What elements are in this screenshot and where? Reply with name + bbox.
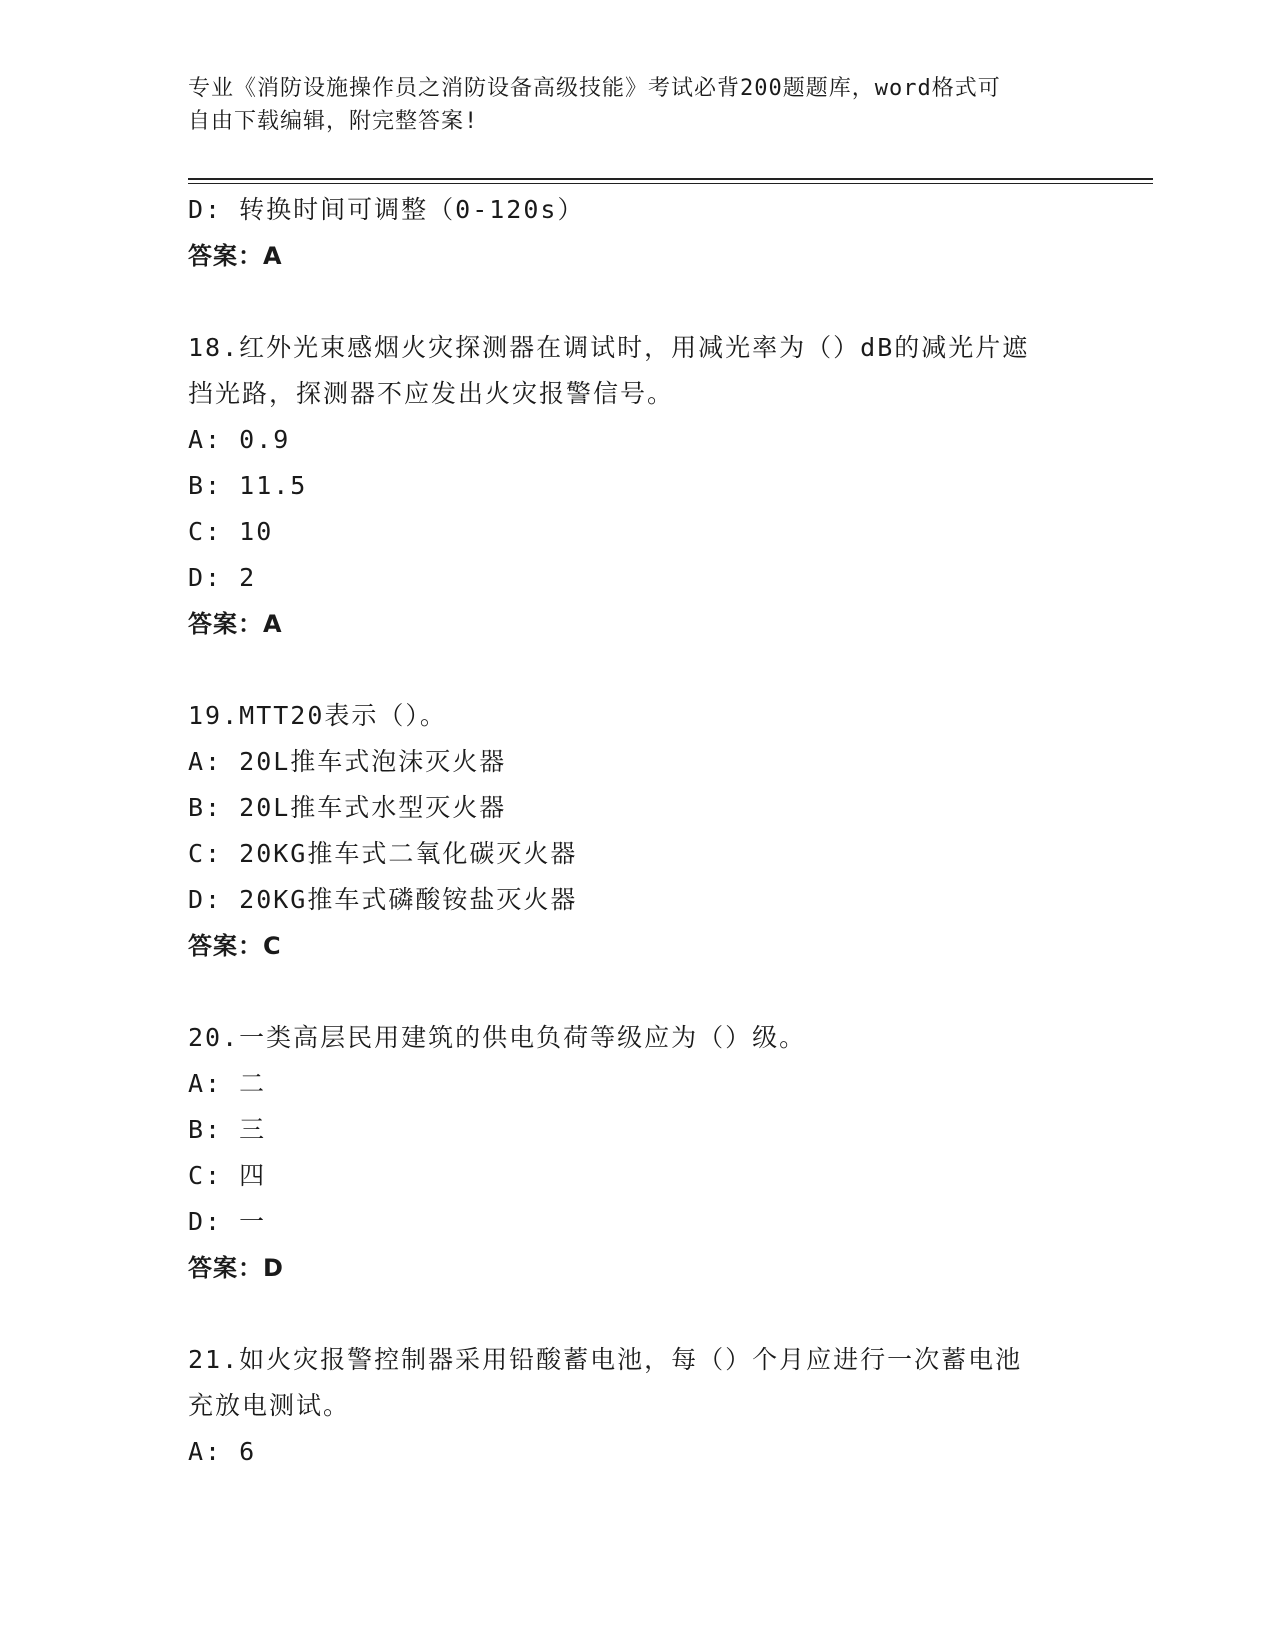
question-19 — [188, 693, 1088, 969]
option-a: A: 二 — [188, 1069, 267, 1098]
option-d: D: 2 — [188, 563, 257, 592]
option-a: A: 0.9 — [188, 425, 291, 454]
header-divider — [188, 178, 1153, 180]
option-b: B: 11.5 — [188, 471, 308, 500]
question-20 — [188, 1015, 1088, 1291]
question-21 — [188, 1337, 1088, 1475]
question-text-line: 20.一类高层民用建筑的供电负荷等级应为（）级。 — [188, 1023, 807, 1052]
question-text-line: 挡光路，探测器不应发出火灾报警信号。 — [188, 379, 675, 408]
option-c: C: 四 — [188, 1161, 267, 1190]
option-b: B: 20L推车式水型灭火器 — [188, 793, 507, 822]
document-body — [188, 187, 1088, 1475]
option-b: B: 三 — [188, 1115, 267, 1144]
option-a: A: 6 — [188, 1437, 257, 1466]
option-c: C: 10 — [188, 517, 274, 546]
question-text-line: 21.如火灾报警控制器采用铅酸蓄电池，每（）个月应进行一次蓄电池 — [188, 1345, 1023, 1374]
header-line-1: 专业《消防设施操作员之消防设备高级技能》考试必背200题题库，word格式可 — [188, 76, 1001, 101]
question-text-line: 19.MTT20表示（）。 — [188, 701, 447, 730]
header-divider-thin — [188, 183, 1153, 184]
answer: 答案：A — [188, 242, 283, 270]
option-a: A: 20L推车式泡沫灭火器 — [188, 747, 507, 776]
question-18 — [188, 325, 1088, 647]
document-header — [188, 72, 1068, 138]
question-text-line: 充放电测试。 — [188, 1391, 351, 1420]
prev-question-tail — [188, 187, 1088, 279]
option-d: D: 一 — [188, 1207, 267, 1236]
answer: 答案：C — [188, 932, 282, 960]
option-d: D: 转换时间可调整（0-120s） — [188, 195, 585, 224]
question-text-line: 18.红外光束感烟火灾探测器在调试时，用减光率为（）dB的减光片遮 — [188, 333, 1030, 362]
header-line-2: 自由下载编辑，附完整答案! — [188, 109, 479, 134]
option-c: C: 20KG推车式二氧化碳灭火器 — [188, 839, 578, 868]
answer: 答案：A — [188, 610, 283, 638]
answer: 答案：D — [188, 1254, 284, 1282]
option-d: D: 20KG推车式磷酸铵盐灭火器 — [188, 885, 578, 914]
